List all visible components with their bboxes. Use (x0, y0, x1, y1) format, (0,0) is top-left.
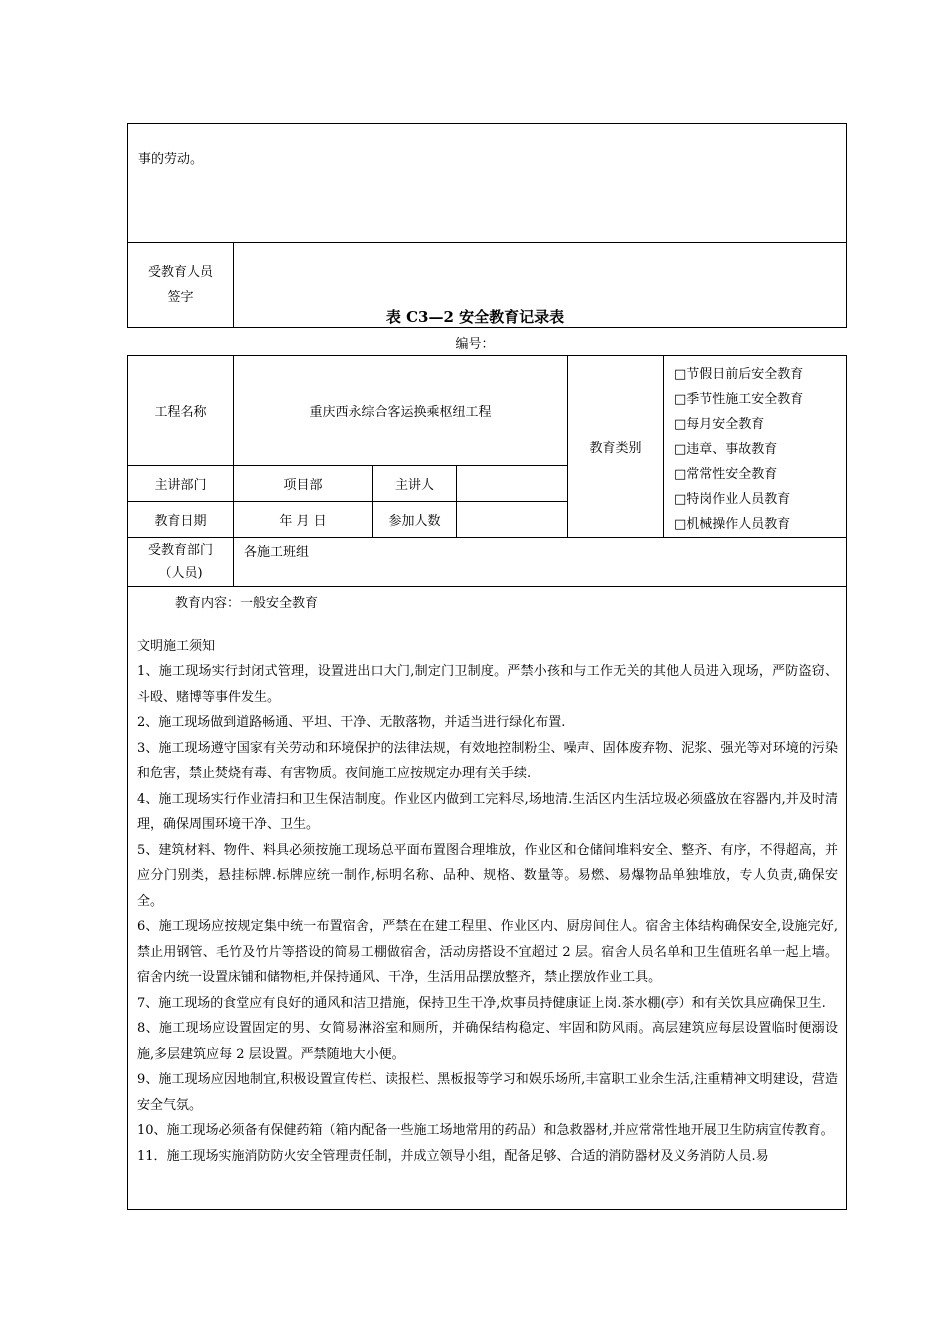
continuation-table (127, 123, 847, 328)
project-name-value: 重庆西永综合客运换乘枢纽工程 (234, 356, 568, 466)
signature-label-line1: 受教育人员 (147, 265, 213, 280)
rule-item: 5、建筑材料、物件、料具必须按施工现场总平面布置图合理堆放，作业区和仓储间堆料安全、整齐、有序，不得超高，并应分门别类，悬挂标牌.标牌应统一制作,标明名称、品种、规格、数量等。易燃、易爆物品单独堆放，专人负责,确保安全。 (137, 842, 839, 909)
signature-label-line2: 签字 (167, 290, 194, 305)
form-number-label: 编号： (455, 337, 495, 352)
trainee-dept-label (128, 538, 234, 587)
form-title: 表 C3—2 安全教育记录表 (385, 308, 565, 326)
category-option-machine-operator[interactable]: □机械操作人员教育 (674, 517, 791, 532)
continuation-text-cell (128, 124, 847, 243)
education-content-cell (128, 587, 847, 1210)
safety-education-record-table (127, 355, 847, 1210)
rule-item: 9、施工现场应因地制宜,积极设置宣传栏、读报栏、黑板报等学习和娱乐场所,丰富职工业余生活,注重精神文明建设，营造安全气氛。 (137, 1072, 839, 1113)
category-option-monthly[interactable]: □每月安全教育 (674, 417, 765, 432)
continuation-text: 事的劳动。 (138, 152, 204, 167)
rule-item: 4、施工现场实行作业清扫和卫生保洁制度。作业区内做到工完料尽,场地清.生活区内生活垃圾必须盛放在容器内,并及时清理，确保周围环境干净、卫生。 (137, 791, 839, 832)
rule-item: 11．施工现场实施消防防火安全管理责任制，并成立领导小组，配备足够、合适的消防器材及义务消防人员.易 (137, 1148, 769, 1164)
category-option-special-post[interactable]: □特岗作业人员教育 (674, 492, 791, 507)
speaker-field[interactable] (457, 465, 568, 501)
attendees-field[interactable] (457, 501, 568, 537)
attendees-label: 参加人数 (373, 501, 457, 537)
rule-item: 1、施工现场实行封闭式管理，设置进出口大门,制定门卫制度。严禁小孩和与工作无关的其他人员进入现场，严防盗窃、斗殴、赌博等事件发生。 (137, 664, 839, 705)
rule-item: 3、施工现场遵守国家有关劳动和环境保护的法律法规，有效地控制粉尘、噪声、固体废弃物、泥浆、强光等对环境的污染和危害，禁止焚烧有毒、有害物质。夜间施工应按规定办理有关手续. (137, 740, 839, 781)
rule-item: 6、施工现场应按规定集中统一布置宿舍，严禁在在建工程里、作业区内、厨房间住人。宿舍主体结构确保安全,设施完好,禁止用钢管、毛竹及竹片等搭设的简易工棚做宿舍，活动房搭设不宜超过 2 层。宿舍人员名单和卫生值班名单一起上墙。宿舍内统一设置床铺和储物柜,并保持通风、干净，生活用品摆放整齐，禁止摆放作业工具。 (137, 919, 839, 985)
category-option-holiday[interactable]: □节假日前后安全教育 (674, 367, 804, 382)
rule-item: 7、施工现场的食堂应有良好的通风和洁卫措施，保持卫生干净,炊事员持健康证上岗.茶水棚(亭）和有关饮具应确保卫生. (137, 995, 826, 1011)
speaker-label: 主讲人 (373, 465, 457, 501)
trainee-dept-label-line1: 受教育部门 (147, 543, 213, 558)
rule-item: 2、施工现场做到道路畅通、平坦、干净、无散落物，并适当进行绿化布置. (137, 715, 566, 730)
category-option-violation[interactable]: □违章、事故教育 (674, 442, 778, 457)
project-name-label: 工程名称 (128, 356, 234, 466)
education-content-line: 教育内容：一般安全教育 (175, 596, 319, 611)
category-option-routine[interactable]: □常常性安全教育 (674, 467, 778, 482)
category-options (664, 356, 847, 538)
trainee-dept-value: 各施工班组 (234, 538, 847, 587)
category-label: 教育类别 (568, 356, 664, 538)
dept-value: 项目部 (234, 465, 373, 501)
category-option-seasonal[interactable]: □季节性施工安全教育 (674, 392, 804, 407)
date-label: 教育日期 (128, 501, 234, 537)
rule-item: 8、施工现场应设置固定的男、女简易淋浴室和厕所，并确保结构稳定、牢固和防风雨。高层建筑应每层设置临时便溺设施,多层建筑应每 2 层设置。严禁随地大小便。 (137, 1021, 839, 1062)
trainee-dept-label-line2: （人员) (158, 566, 203, 581)
rule-item: 10、施工现场必须备有保健药箱（箱内配备一些施工场地常用的药品）和急救器材,并应常常性地开展卫生防病宣传教育。 (137, 1123, 834, 1138)
date-field[interactable]: 年 月 日 (234, 501, 373, 537)
section-title: 文明施工须知 (137, 638, 216, 654)
dept-label: 主讲部门 (128, 465, 234, 501)
